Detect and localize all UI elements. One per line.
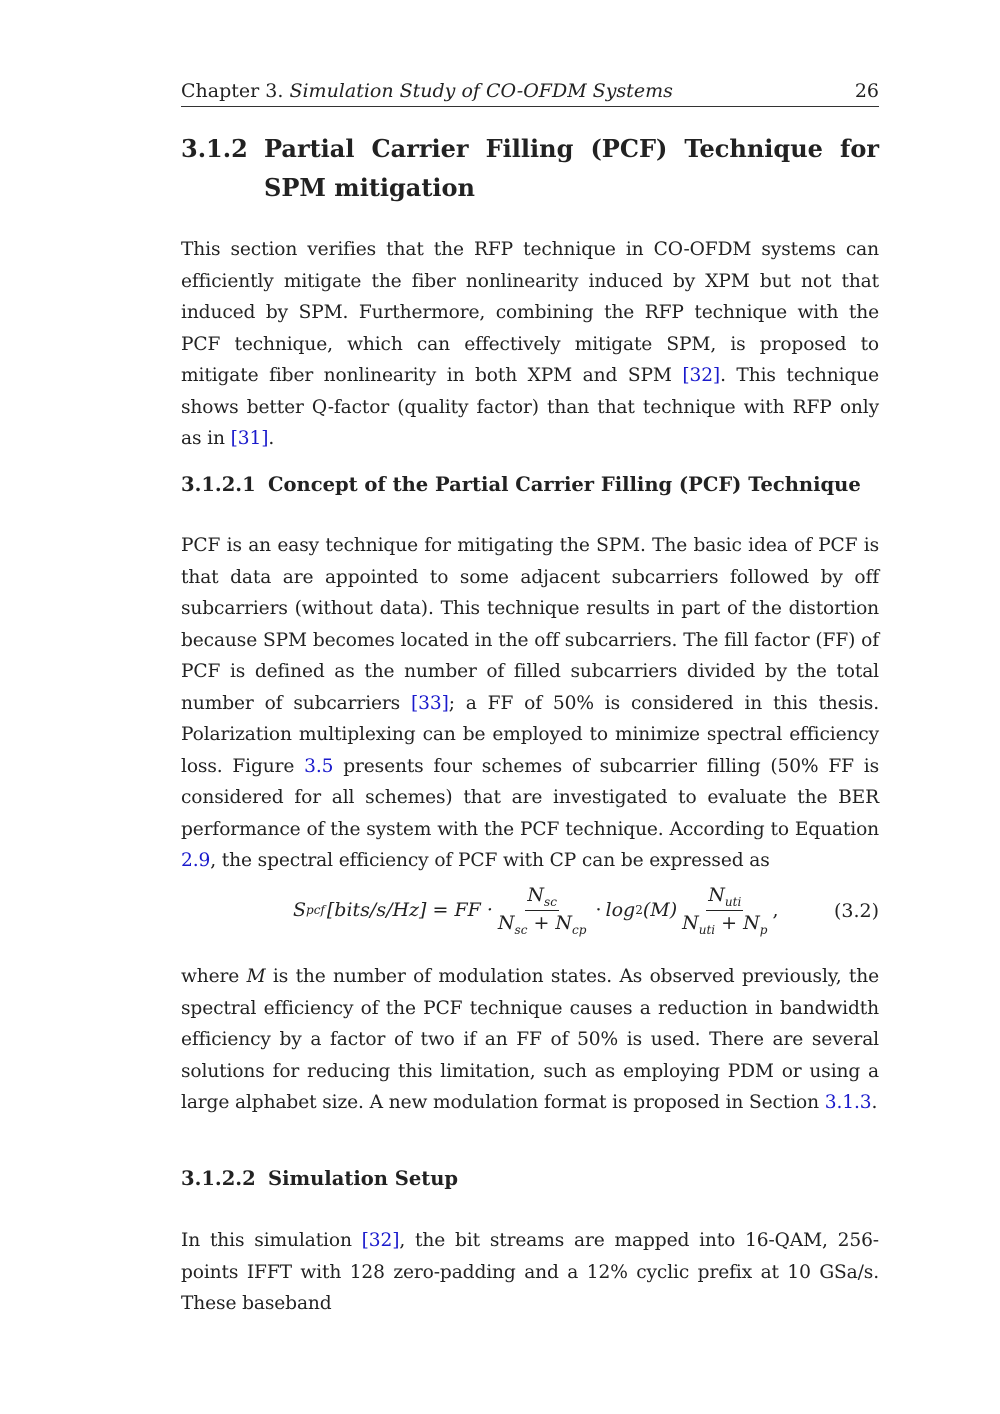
fraction-sc: $\frac{N_{sc}}{N_{sc} + N_{cp}}$ <box>497 884 587 937</box>
citation-link[interactable]: [33] <box>411 692 449 714</box>
equation-number: (3.2) <box>833 900 879 922</box>
spectral-efficiency-paragraph: where M is the number of modulation states. As observed previously, the spectral efficiency of the PCF technique causes a reduction in bandwidth efficiency by a factor of two if an FF of 50% is used. There are several solutions for reducing this limitation, such as employing PDM or using a large alphabet size. A new modulation format is proposed in Section 3.1.3. <box>181 966 879 1113</box>
section-heading <box>181 129 879 207</box>
concept-paragraph: PCF is an easy technique for mitigating the SPM. The basic idea of PCF is that data are appointed to some adjacent subcarriers followed by off subcarriers (without data). This technique results in part of the distortion because SPM becomes located in the off subcarriers. The fill factor (FF) of PCF is defined as the number of filled subcarriers divided by the total number of subcarriers [33]; a FF of 50% is considered in this thesis. Polarization multiplexing can be employed to minimize spectral efficiency loss. Figure 3.5 presents four schemes of subcarrier filling (50% FF is considered for all schemes) that are investigated to evaluate the BER performance of the system with the PCF technique. According to Equation 2.9, the spectral efficiency of PCF with CP can be expressed as <box>181 535 879 871</box>
figure-reference-link[interactable]: 3.5 <box>304 755 334 777</box>
setup-paragraph: In this simulation [32], the bit streams are mapped into 16-QAM, 256-points IFFT with 128 zero-padding and a 12% cyclic prefix at 10 GSa/s. These baseband <box>181 1230 879 1314</box>
subsection-heading-concept <box>181 472 879 498</box>
page-number: 26 <box>854 80 879 102</box>
subsection-number: 3.1.2.2 <box>181 1167 256 1190</box>
equation-3-2 <box>181 880 879 940</box>
subsection-number: 3.1.2.1 <box>181 473 256 496</box>
subsection-title: Simulation Setup <box>268 1167 459 1190</box>
chapter-label: Chapter 3. Simulation Study of CO-OFDM Systems <box>181 80 673 102</box>
citation-link[interactable]: [32] <box>682 365 721 386</box>
fraction-uti: $\frac{N_{uti}}{N_{uti} + N_p}$ <box>682 884 768 937</box>
subsection-heading-setup <box>181 1166 879 1192</box>
citation-link[interactable]: [31] <box>230 428 269 449</box>
intro-paragraph: This section verifies that the RFP technique in CO-OFDM systems can efficiently mitigate the fiber nonlinearity induced by XPM but not that induced by SPM. Furthermore, combining the RFP technique with the PCF technique, which can effectively mitigate SPM, is proposed to mitigate fiber nonlinearity in both XPM and SPM [32]. This technique shows better Q-factor (quality factor) than that technique with RFP only as in [31]. <box>181 239 879 449</box>
subsection-title: Concept of the Partial Carrier Filling (PCF) Technique <box>268 473 861 496</box>
running-head <box>181 80 879 107</box>
chapter-title: Simulation Study of CO-OFDM Systems <box>289 80 673 102</box>
equation-reference-link[interactable]: 2.9 <box>181 850 211 871</box>
section-title: Partial Carrier Filling (PCF) Technique for SPM mitigation <box>264 134 879 202</box>
section-reference-link[interactable]: 3.1.3 <box>824 1092 872 1113</box>
citation-link[interactable]: [32] <box>361 1230 400 1251</box>
equation-body: S pcf [bits/s/Hz] = FF · $\frac{N_{sc}}{N_{sc} + N_{cp}}$ · log 2 (M) $\frac{N_{uti}}{N_{uti} + N_p}$ , <box>293 884 779 937</box>
section-number: 3.1.2 <box>181 134 248 163</box>
